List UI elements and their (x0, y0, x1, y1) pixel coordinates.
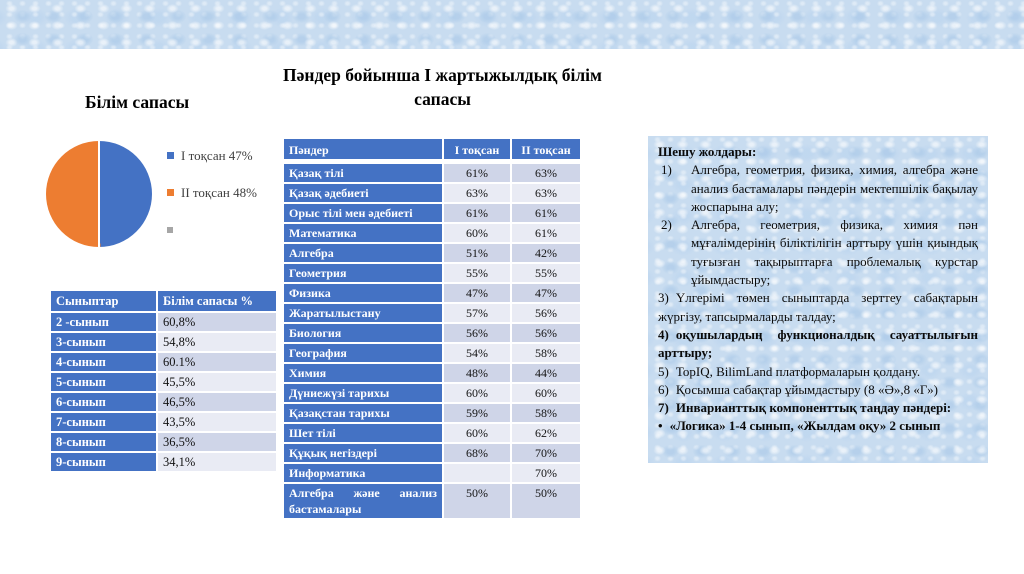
solution-item-text: Алгебра, геометрия, физика, химия пән мұғалімдерінің біліктілігін арттыру үшін қиындық туғызған тақырыптарға проблемалық курстар ұйымдастыру; (691, 217, 978, 288)
term2-value-cell: 44% (512, 364, 580, 382)
main-title: Пәндер бойынша I жартыжылдық білім сапасы (283, 65, 602, 109)
solution-item (658, 381, 978, 399)
term1-value-cell: 61% (444, 204, 510, 222)
term1-value-cell: 48% (444, 364, 510, 382)
class-quality-cell: 60,8% (158, 313, 276, 331)
solution-item (658, 326, 978, 363)
table-row (284, 384, 580, 402)
class-quality-cell: 54,8% (158, 333, 276, 351)
subject-name-cell: Алгебра (284, 244, 442, 262)
solution-item-marker: 3) (658, 290, 669, 306)
class-name-cell: 3-сынып (51, 333, 156, 351)
class-table-body (51, 313, 276, 473)
solution-item-marker: 7) (658, 400, 669, 416)
subject-name-cell: Химия (284, 364, 442, 382)
term1-value-cell: 57% (444, 304, 510, 322)
solution-item-text: «Логика» 1-4 сынып, «Жылдам оқу» 2 сынып (669, 418, 941, 434)
table-row (51, 313, 276, 331)
table-row (284, 324, 580, 342)
table-row (51, 353, 276, 371)
decorative-top-border (0, 0, 1024, 49)
solution-item-marker: 2) (661, 217, 672, 233)
solutions-title: Шешу жолдары: (658, 144, 757, 159)
pie-legend (167, 148, 257, 259)
pie-chart-title: Білім сапасы (85, 92, 190, 112)
subject-name-cell: Физика (284, 284, 442, 302)
term1-value-cell: 47% (444, 284, 510, 302)
solution-item-marker: • (658, 418, 663, 434)
term2-value-cell: 56% (512, 304, 580, 322)
subject-name-cell: Информатика (284, 464, 442, 482)
table-row (284, 364, 580, 382)
class-quality-cell: 60.1% (158, 353, 276, 371)
table-row (284, 164, 580, 182)
term2-value-cell: 42% (512, 244, 580, 262)
legend-label-q2: II тоқсан 48% (181, 184, 257, 200)
table-row (284, 244, 580, 262)
term2-value-cell: 56% (512, 324, 580, 342)
class-name-cell: 4-сынып (51, 353, 156, 371)
subject-name-cell: Математика (284, 224, 442, 242)
subject-name-cell: Қазақ әдебиеті (284, 184, 442, 202)
term2-value-cell: 70% (512, 444, 580, 462)
solution-item (658, 399, 978, 417)
subject-name-cell: Қазақстан тарихы (284, 404, 442, 422)
class-table-header-quality: Білім сапасы % (158, 291, 276, 311)
term1-value-cell: 59% (444, 404, 510, 422)
term2-value-cell: 63% (512, 184, 580, 202)
subject-table-header-subjects: Пәндер (284, 139, 442, 159)
term1-value-cell (444, 464, 510, 482)
solution-item (658, 161, 978, 216)
subject-name-cell: Шет тілі (284, 424, 442, 442)
term2-value-cell: 61% (512, 224, 580, 242)
class-table-header-classes: Сыныптар (51, 291, 156, 311)
term1-value-cell: 56% (444, 324, 510, 342)
solution-item-text: Алгебра, геометрия, физика, химия, алгебра және анализ бастамалары пәндерін мектепшілік бақылау жоспарына алу; (691, 162, 978, 214)
class-quality-table (51, 291, 276, 473)
solution-item-marker: 4) (658, 326, 669, 342)
subject-table-header-term2: II тоқсан (512, 139, 580, 159)
term1-value-cell: 55% (444, 264, 510, 282)
solutions-panel (648, 136, 988, 463)
solution-item (658, 216, 978, 289)
subject-name-cell: Алгебра және анализ бастамалары (284, 484, 442, 518)
subject-name-cell: Қазақ тілі (284, 164, 442, 182)
legend-swatch-orange-icon (167, 189, 174, 196)
table-row (284, 204, 580, 222)
table-row (284, 444, 580, 462)
solution-item-text: Қосымша сабақтар ұйымдастыру (8 «Ә»,8 «Г») (675, 381, 938, 397)
term2-value-cell: 55% (512, 264, 580, 282)
class-quality-cell: 34,1% (158, 453, 276, 471)
class-name-cell: 8-сынып (51, 433, 156, 451)
term1-value-cell: 60% (444, 384, 510, 402)
term1-value-cell: 51% (444, 244, 510, 262)
term2-value-cell: 47% (512, 284, 580, 302)
class-name-cell: 5-сынып (51, 373, 156, 391)
class-quality-cell: 36,5% (158, 433, 276, 451)
solution-item (658, 417, 978, 435)
solution-item-text: Үлгерімі төмен сыныптарда зерттеу сабақтарын жүргізу, тапсырмаларды талдау; (658, 290, 978, 324)
subject-name-cell: География (284, 344, 442, 362)
solutions-list (658, 161, 978, 435)
table-row (284, 224, 580, 242)
legend-item-q2 (167, 185, 257, 200)
table-row (284, 484, 580, 518)
legend-item-q1 (167, 148, 257, 163)
solution-item-marker: 6) (658, 381, 669, 397)
class-name-cell: 9-сынып (51, 453, 156, 471)
solution-item (658, 289, 978, 326)
pie-chart (46, 141, 152, 247)
table-row (284, 304, 580, 322)
subject-table-header-term1: I тоқсан (444, 139, 510, 159)
table-row (51, 333, 276, 351)
subject-quality-table (284, 139, 580, 520)
table-row (51, 453, 276, 471)
solution-item-text: TopIQ, BilimLand платформаларын қолдану. (675, 363, 921, 379)
subject-name-cell: Құқық негіздері (284, 444, 442, 462)
term1-value-cell: 68% (444, 444, 510, 462)
subject-name-cell: Дүниежүзі тарихы (284, 384, 442, 402)
term2-value-cell: 50% (512, 484, 580, 518)
subject-name-cell: Орыс тілі мен әдебиеті (284, 204, 442, 222)
class-name-cell: 2 -сынып (51, 313, 156, 331)
solution-item (658, 363, 978, 381)
legend-swatch-gray-icon (167, 227, 173, 233)
legend-label-q1: I тоқсан 47% (181, 147, 253, 163)
class-quality-cell: 46,5% (158, 393, 276, 411)
pie-slice-divider (98, 141, 100, 247)
table-row (284, 464, 580, 482)
table-row (284, 264, 580, 282)
legend-item-empty (167, 222, 257, 237)
class-name-cell: 7-сынып (51, 413, 156, 431)
solution-item-text: Инварианттық компоненттық таңдау пәндері: (675, 400, 952, 416)
term1-value-cell: 54% (444, 344, 510, 362)
term2-value-cell: 58% (512, 344, 580, 362)
term1-value-cell: 60% (444, 224, 510, 242)
legend-swatch-blue-icon (167, 152, 174, 159)
table-row (284, 344, 580, 362)
term2-value-cell: 61% (512, 204, 580, 222)
term2-value-cell: 70% (512, 464, 580, 482)
solution-item-marker: 5) (658, 363, 669, 379)
table-row (284, 424, 580, 442)
class-quality-cell: 45,5% (158, 373, 276, 391)
solution-item-text: оқушылардың функционалдық сауаттылығын арттыру; (658, 326, 978, 361)
table-row (51, 413, 276, 431)
table-row (284, 284, 580, 302)
solution-item-marker: 1) (661, 162, 672, 178)
table-row (284, 404, 580, 422)
class-name-cell: 6-сынып (51, 393, 156, 411)
term2-value-cell: 58% (512, 404, 580, 422)
term1-value-cell: 63% (444, 184, 510, 202)
table-row (284, 184, 580, 202)
term1-value-cell: 61% (444, 164, 510, 182)
term1-value-cell: 60% (444, 424, 510, 442)
class-table-header-row (51, 291, 276, 311)
table-row (51, 393, 276, 411)
subject-name-cell: Геометрия (284, 264, 442, 282)
subject-table-header-row (284, 139, 580, 159)
subject-name-cell: Биология (284, 324, 442, 342)
term1-value-cell: 50% (444, 484, 510, 518)
class-quality-cell: 43,5% (158, 413, 276, 431)
term2-value-cell: 60% (512, 384, 580, 402)
subject-table-body (284, 164, 580, 520)
term2-value-cell: 63% (512, 164, 580, 182)
term2-value-cell: 62% (512, 424, 580, 442)
subject-name-cell: Жаратылыстану (284, 304, 442, 322)
table-row (51, 373, 276, 391)
table-row (51, 433, 276, 451)
